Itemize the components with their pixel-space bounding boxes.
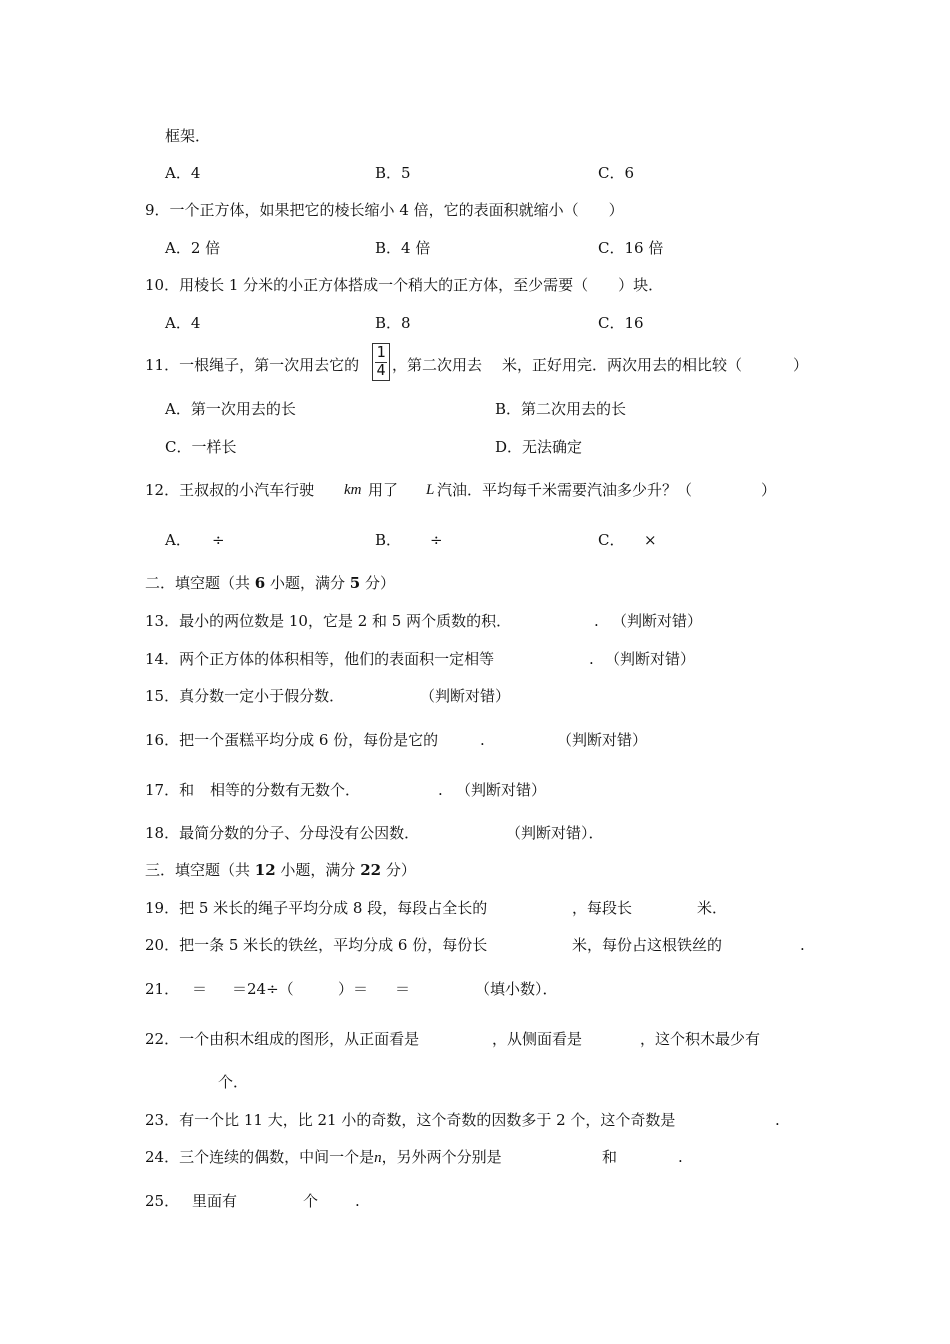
q25-question-mid: 里面有 bbox=[192, 1192, 238, 1210]
q22-question: 22．一个由积木组成的图形，从正面看是 bbox=[145, 1030, 420, 1048]
q18-judge-hint: （判断对错）． bbox=[506, 824, 604, 842]
q17-judge-hint: （判断对错） bbox=[456, 781, 547, 799]
q10-option-c: C．16 bbox=[598, 314, 644, 332]
q15-judge-hint: （判断对错） bbox=[420, 687, 511, 705]
q12-option-c-operator: × bbox=[644, 531, 657, 549]
q11-option-b: B．第二次用去的长 bbox=[495, 400, 627, 418]
section-3-heading-post: 分） bbox=[381, 861, 416, 879]
q12-used: 用了 bbox=[368, 481, 399, 499]
q8-option-a: A．4 bbox=[165, 164, 201, 182]
q14-answer-dot: . bbox=[589, 650, 594, 668]
q16-answer-dot: . bbox=[480, 731, 485, 749]
q11-question-mid: ，第二次用去 bbox=[392, 356, 483, 374]
q24-and: 和 bbox=[602, 1148, 618, 1166]
q21-equals-1: ＝ bbox=[192, 980, 208, 998]
q24-variable-n: n bbox=[374, 1150, 382, 1166]
q14-judge-hint: （判断对错） bbox=[605, 650, 696, 668]
q9-question: 9．一个正方体，如果把它的棱长缩小 4 倍，它的表面积就缩小（ ） bbox=[145, 201, 624, 219]
q11-option-d: D．无法确定 bbox=[495, 438, 583, 456]
q12-option-c-label: C． bbox=[598, 531, 625, 549]
q13-answer-dot: . bbox=[594, 612, 599, 630]
q25-unit: 个 bbox=[303, 1192, 319, 1210]
q12-unit-km: km bbox=[344, 482, 362, 498]
section-2-count: 6 bbox=[254, 574, 266, 592]
q12-question-end: 汽油．平均每千米需要汽油多少升？（ bbox=[437, 481, 693, 499]
q12-question-start: 12．王叔叔的小汽车行驶 bbox=[145, 481, 315, 499]
q12-close-paren: ） bbox=[761, 481, 777, 499]
section-3-heading bbox=[145, 860, 416, 880]
q10-question: 10．用棱长 1 分米的小正方体搭成一个稍大的正方体，至少需要（ ）块． bbox=[145, 276, 664, 294]
q23-question: 23．有一个比 11 大，比 21 小的奇数，这个奇数的因数多于 2 个，这个奇数是 bbox=[145, 1111, 676, 1129]
q21-division-start: ＝24÷（ bbox=[232, 980, 294, 998]
q20-question-mid: 米，每份占这根铁丝的 bbox=[572, 936, 723, 954]
q15-question: 15．真分数一定小于假分数． bbox=[145, 687, 345, 705]
q20-question: 20．把一条 5 米长的铁丝，平均分成 6 份，每份长 bbox=[145, 936, 488, 954]
section-2-heading-post: 分） bbox=[360, 574, 395, 592]
q12-option-a-label: A． bbox=[165, 531, 191, 549]
q9-option-b: B．4 倍 bbox=[375, 239, 431, 257]
q24-question-pre: 24．三个连续的偶数，中间一个是 bbox=[145, 1148, 375, 1166]
q16-judge-hint: （判断对错） bbox=[557, 731, 648, 749]
q22-least: ，这个积木最少有 bbox=[640, 1030, 761, 1048]
section-2-heading bbox=[145, 573, 395, 593]
q17-answer-dot: . bbox=[438, 781, 443, 799]
q11-fraction-numerator: 1 bbox=[376, 343, 386, 361]
q10-option-a: A．4 bbox=[165, 314, 201, 332]
section-2-heading-pre: 二．填空题（共 bbox=[145, 574, 255, 592]
q12-option-a-operator: ÷ bbox=[212, 531, 225, 549]
q13-question: 13．最小的两位数是 10，它是 2 和 5 两个质数的积． bbox=[145, 612, 512, 630]
q18-question: 18．最简分数的分子、分母没有公因数． bbox=[145, 824, 420, 842]
q21-number: 21． bbox=[145, 980, 180, 998]
q13-judge-hint: （判断对错） bbox=[612, 612, 703, 630]
section-3-heading-mid: 小题，满分 bbox=[275, 861, 361, 879]
q23-answer-dot: . bbox=[775, 1111, 780, 1129]
q9-option-c: C．16 倍 bbox=[598, 239, 664, 257]
q8-option-b: B．5 bbox=[375, 164, 411, 182]
q11-option-c: C．一样长 bbox=[165, 438, 237, 456]
q25-answer-dot: . bbox=[355, 1192, 360, 1210]
q12-option-b-label: B． bbox=[375, 531, 402, 549]
q24-question-post: ，另外两个分别是 bbox=[381, 1148, 502, 1166]
q8-continuation: 框架． bbox=[165, 127, 211, 145]
section-3-score: 22 bbox=[360, 861, 382, 879]
section-3-heading-pre: 三．填空题（共 bbox=[145, 861, 255, 879]
q17-question-end: 相等的分数有无数个． bbox=[210, 781, 361, 799]
q21-division-end: ）＝ bbox=[338, 980, 369, 998]
q21-equals-2: ＝ bbox=[395, 980, 411, 998]
q12-unit-l: L bbox=[426, 482, 435, 498]
q24-question-start bbox=[145, 1147, 502, 1168]
q11-close-paren: ） bbox=[793, 356, 809, 374]
section-3-count: 12 bbox=[254, 861, 276, 879]
section-2-heading-mid: 小题，满分 bbox=[265, 574, 350, 592]
q11-question-start: 11．一根绳子，第一次用去它的 bbox=[145, 356, 360, 374]
q8-option-c: C．6 bbox=[598, 164, 635, 182]
q9-option-a: A．2 倍 bbox=[165, 239, 221, 257]
q17-question-start: 17．和 bbox=[145, 781, 195, 799]
section-2-score: 5 bbox=[349, 574, 361, 592]
q11-question-end: 米，正好用完．两次用去的相比较（ bbox=[502, 356, 743, 374]
q14-question: 14．两个正方体的体积相等，他们的表面积一定相等 bbox=[145, 650, 495, 668]
q21-hint: （填小数）． bbox=[475, 980, 558, 998]
q19-unit: 米． bbox=[697, 899, 728, 917]
q11-option-a: A．第一次用去的长 bbox=[165, 400, 296, 418]
q19-question: 19．把 5 米长的绳子平均分成 8 段，每段占全长的 bbox=[145, 899, 488, 917]
q22-continuation: 个． bbox=[218, 1073, 249, 1091]
q19-question-mid: ，每段长 bbox=[572, 899, 633, 917]
q10-option-b: B．8 bbox=[375, 314, 411, 332]
q11-fraction-denominator: 4 bbox=[376, 361, 386, 379]
q12-option-b-operator: ÷ bbox=[430, 531, 443, 549]
q20-answer-dot: . bbox=[800, 936, 805, 954]
q16-question: 16．把一个蛋糕平均分成 6 份，每份是它的 bbox=[145, 731, 439, 749]
q11-fraction-image bbox=[372, 343, 390, 381]
q25-number: 25． bbox=[145, 1192, 180, 1210]
q22-side-view: ，从侧面看是 bbox=[492, 1030, 583, 1048]
q24-answer-dot: . bbox=[678, 1148, 683, 1166]
